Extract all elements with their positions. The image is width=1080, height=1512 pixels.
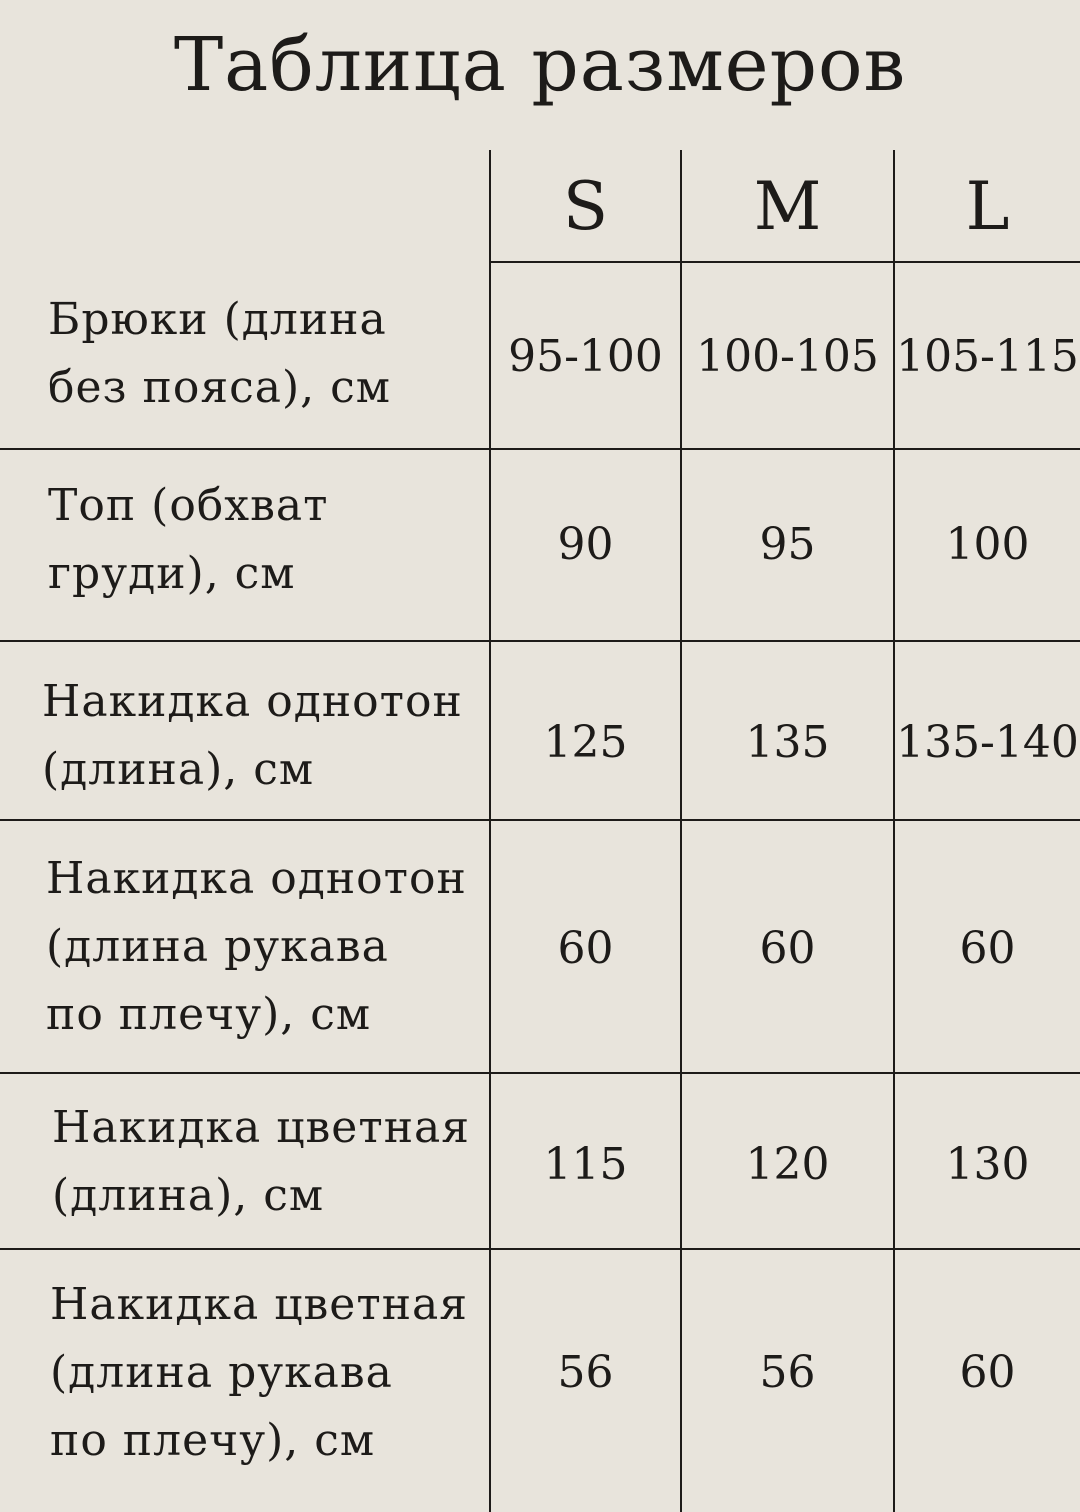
- cell-value: 60: [557, 922, 614, 974]
- cell-value: 105-115: [896, 330, 1079, 382]
- size-header-l: L: [965, 167, 1010, 245]
- cell-value: 60: [759, 922, 816, 974]
- cell-value: 90: [557, 518, 614, 570]
- row-label-cape-color-length: Накидка цветная (длина), см: [52, 1102, 471, 1221]
- cell-value: 95-100: [508, 330, 663, 382]
- row-divider: [0, 640, 1080, 642]
- cell-value: 60: [959, 922, 1016, 974]
- row-label-cape-plain-length: Накидка однотон (длина), см: [42, 676, 463, 795]
- size-header-s: S: [562, 167, 609, 245]
- cell-value: 125: [543, 716, 628, 768]
- cell-value: 130: [945, 1138, 1030, 1190]
- row-divider: [0, 448, 1080, 450]
- size-header-m: M: [753, 167, 822, 245]
- cell-value: 56: [557, 1346, 614, 1398]
- cell-value: 120: [745, 1138, 830, 1190]
- row-divider: [0, 1072, 1080, 1074]
- cell-value: 95: [759, 518, 816, 570]
- cell-value: 56: [759, 1346, 816, 1398]
- page-title: Таблица размеров: [173, 22, 907, 108]
- cell-value: 135: [745, 716, 830, 768]
- cell-value: 100-105: [696, 330, 879, 382]
- row-label-cape-plain-sleeve: Накидка однотон (длина рукава по плечу), см: [46, 853, 467, 1040]
- cell-value: 60: [959, 1346, 1016, 1398]
- row-label-trousers-length: Брюки (длина без пояса), см: [48, 294, 391, 413]
- cell-value: 135-140: [896, 716, 1079, 768]
- row-divider: [0, 1248, 1080, 1250]
- row-label-top-chest: Топ (обхват груди), см: [48, 480, 329, 599]
- cell-value: 100: [945, 518, 1030, 570]
- row-divider: [0, 819, 1080, 821]
- cell-value: 115: [543, 1138, 628, 1190]
- row-label-cape-color-sleeve: Накидка цветная (длина рукава по плечу), см: [50, 1279, 469, 1466]
